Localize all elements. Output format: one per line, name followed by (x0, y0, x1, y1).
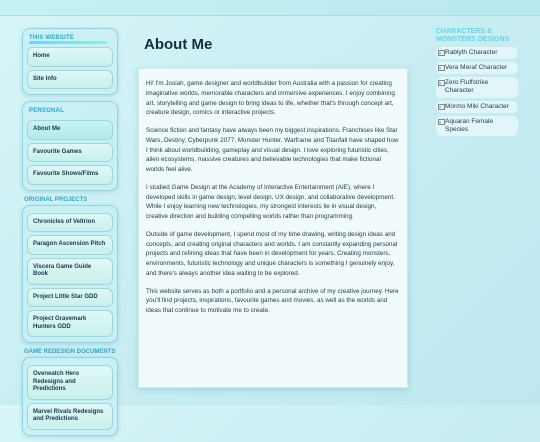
character-link-vera-meraf[interactable] (436, 62, 518, 74)
panel-personal (22, 101, 118, 191)
section-label-game-redesign-documents: GAME REDESIGN DOCUMENTS (24, 349, 116, 355)
character-label: Rablyth Character (445, 49, 498, 57)
character-label: Mormo Miki Character (445, 102, 509, 110)
character-link-aquaran-female[interactable] (436, 116, 518, 136)
nav-favourite-shows-films[interactable]: Favourite Shows/Films (27, 165, 113, 185)
about-paragraph-4: Outside of game development, I spend most of my time drawing, writing design ideas and concepts, and creating original characters and worlds. I am constantly expanding personal projects and refining ideas that have been in development for years. Creating monsters, environments, futuristic technology and unique characters is something I genuinely enjoy, and there's always another idea waiting to be explored. (146, 230, 398, 277)
nav-paragon-ascension-pitch[interactable]: Paragon Ascension Pitch (27, 235, 113, 255)
character-label: Vera Meraf Character (445, 64, 508, 72)
nav-chronicles-of-veltrion[interactable]: Chronicles of Veltrion (27, 213, 113, 233)
about-paragraph-3: I studied Game Design at the Academy of Interactive Entertainment (AIE), where I developed skills in game design, level design, UX design, and collaborative development. While I enjoy learning new technologies, my strongest interests lie in visual design, creative direction and building compelling worlds rather than programming. (146, 183, 395, 220)
broken-image-icon (437, 64, 444, 71)
nav-marvel-rivals-redesigns[interactable]: Marvel Rivals Redesigns and Predictions (27, 403, 113, 430)
nav-overwatch-hero-redesigns[interactable]: Overwatch Hero Redesigns and Predictions (27, 365, 113, 400)
broken-image-icon (437, 103, 444, 110)
broken-image-icon (437, 49, 444, 56)
right-sidebar-title: CHARACTERS & MONSTERS DESIGNS (436, 28, 510, 44)
page-title: About Me (144, 36, 213, 53)
about-paragraph-2: Science fiction and fantasy have always been my biggest inspirations. Franchises like Star Wars, Destiny, Cyberpunk 2077, Monster Hunter, Warframe and Titanfall have shaped how I think about worldbuilding, gameplay and visual design. I love exploring futuristic cities, alien ecosystems, massive creatures and believable technologies that make fictional worlds feel alive. (146, 127, 399, 173)
panel-title-this-website: THIS WEBSITE (27, 33, 113, 44)
panel-title-personal: PERSONAL (29, 108, 64, 114)
section-label-original-projects: ORIGINAL PROJECTS (24, 196, 88, 203)
nav-about-me[interactable]: About Me (27, 120, 113, 140)
right-sidebar (436, 28, 518, 139)
character-link-mormo-miki[interactable] (436, 101, 518, 113)
nav-viscera-game-guide-book[interactable]: Viscera Game Guide Book (27, 258, 113, 285)
panel-this-website (22, 28, 118, 95)
broken-image-icon (437, 79, 444, 86)
character-label: Aquaran Female Species (445, 117, 494, 133)
nav-home[interactable]: Home (27, 47, 113, 67)
character-link-rablyth[interactable] (436, 47, 518, 59)
about-paragraph-1: Hi! I'm Josiah, game designer and worldbuilder from Australia with a passion for creating imaginative worlds, memorable characters and immersive experiences. I enjoy combining art, storytelling and game design to bring ideas to life, whether that's through concept art, creature design, comics or interactive projects. (146, 80, 395, 117)
about-paragraph-5: This website serves as both a portfolio and a personal archive of my creative journey. Here you'll find projects, inspirations, favourite games and movies, as well as the worlds and ideas that continue to motivate me to create. (146, 287, 399, 314)
broken-image-icon (437, 118, 444, 125)
nav-favourite-games[interactable]: Favourite Games (27, 143, 113, 163)
nav-project-little-star-gdd[interactable]: Project Little Star GDD (27, 288, 113, 308)
panel-game-redesign-documents (22, 357, 118, 436)
left-sidebar (22, 28, 118, 442)
character-link-zero-fluffstrike[interactable] (436, 77, 518, 97)
about-content-card (138, 68, 408, 388)
top-bar (0, 0, 540, 16)
panel-original-projects (22, 205, 118, 344)
nav-project-gravemark-hunters-gdd[interactable]: Project Gravemark Hunters GDD (27, 310, 113, 337)
nav-site-info[interactable]: Site Info (27, 70, 113, 90)
character-label: Zero Fluffstrike Character (445, 79, 489, 95)
